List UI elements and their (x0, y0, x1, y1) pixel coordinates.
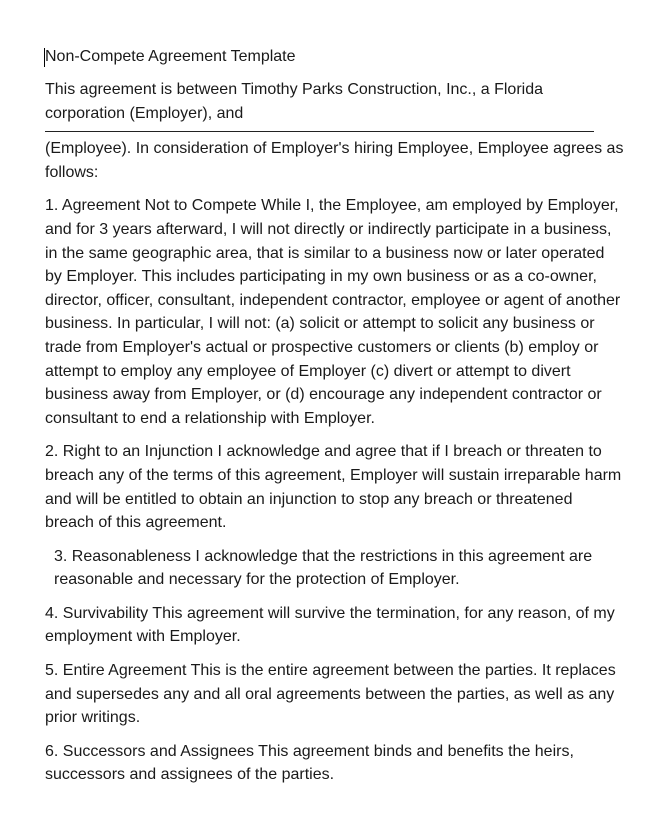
employee-clause-paragraph: (Employee). In consideration of Employer's hiring Employee, Employee agrees as follows: (45, 140, 624, 181)
intro-paragraph: This agreement is between Timothy Parks Construction, Inc., a Florida corporation (Employer), and (45, 81, 543, 122)
section-6-successors: 6. Successors and Assignees This agreement binds and benefits the heirs, successors and assignees of the parties. (45, 742, 574, 784)
section-4-survivability: 4. Survivability This agreement will survive the termination, for any reason, of my employment with Employer. (45, 604, 615, 646)
section-2-injunction: 2. Right to an Injunction I acknowledge and agree that if I breach or threaten to breach any of the terms of this agreement, Employer will sustain irreparable harm and will be entitled to obtain an injunction to stop any breach or threatened breach of this agreement. (45, 443, 622, 532)
document-title-row (45, 46, 625, 68)
employee-name-blank-line[interactable] (45, 131, 594, 132)
document-title: Non-Compete Agreement Template (45, 48, 296, 65)
section-3-reasonableness: 3. Reasonableness I acknowledge that the restrictions in this agreement are reasonable and necessary for the protection of Employer. (54, 547, 593, 589)
text-cursor (44, 48, 45, 67)
section-5-entire-agreement: 5. Entire Agreement This is the entire agreement between the parties. It replaces and supersedes any and all oral agreements between the parties, as well as any prior writings. (45, 662, 616, 727)
section-1-non-compete: 1. Agreement Not to Compete While I, the Employee, am employed by Employer, and for 3 years afterward, I will not directly or indirectly participate in a business, in the same geographic area, that is similar to a business now or later operated by Employer. This includes participating in my own business or as a co-owner, director, officer, consultant, independent contractor, employee or agent of another business. In particular, I will not: (a) solicit or attempt to solicit any business or trade from Employer's actual or prospective customers or clients (b) employ or attempt to employ any employee of Employer (c) divert or attempt to divert business away from Employer, or (d) encourage any independent contractor or consultant to end a relationship with Employer. (45, 197, 621, 427)
document-page[interactable] (45, 46, 625, 797)
